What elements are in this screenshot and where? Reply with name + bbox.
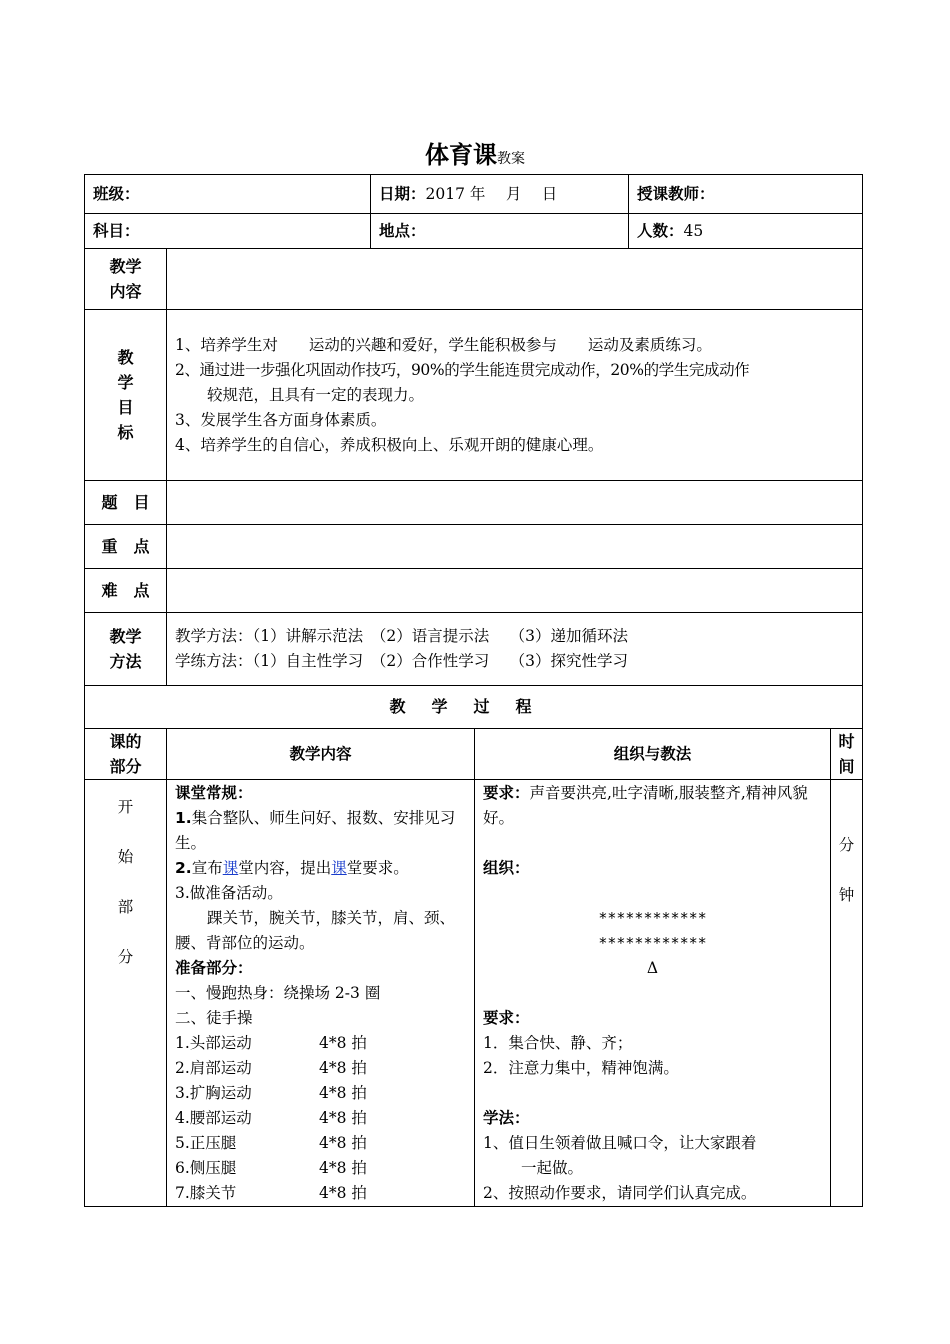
difficulty-value [167,569,863,613]
objectives-label: 教 学 目 标 [85,310,167,481]
teacher-cell [629,175,863,214]
start-part-org [475,780,831,1207]
objective-line: 1、培养学生对 运动的兴趣和爱好，学生能积极参与 运动及素质练习。 [175,335,712,354]
lesson-plan-table [84,174,863,729]
exercise-item: 6.侧压腿 4*8 拍 [175,1159,367,1177]
objective-line: 3、发展学生各方面身体素质。 [175,410,387,429]
course-link[interactable]: 课 [331,859,347,877]
count-value: 45 [683,222,704,240]
subject-cell [85,214,371,249]
content-header: 教学内容 [167,729,475,780]
requirement-item: 2．注意力集中，精神饱满。 [483,1059,679,1077]
jog-item: 一、慢跑热身：绕操场 2-3 圈 [175,984,381,1002]
exercise-item: 7.膝关节 4*8 拍 [175,1184,367,1202]
study-item: 一起做。 [521,1159,584,1177]
objective-line: 较规范，且具有一定的表现力。 [207,385,425,404]
place-cell [371,214,629,249]
objective-line: 2、通过进一步强化巩固动作技巧，90%的学生能连贯完成动作，20%的学生完成动作 [175,360,750,379]
org-label: 组织： [483,859,530,877]
teaching-methods: 教学方法：（1）讲解示范法 （2）语言提示法 （3）递加循环法 [175,627,629,645]
requirement-label: 要求： [483,1009,530,1027]
exercise-item: 1.头部运动 4*8 拍 [175,1034,367,1052]
class-cell [85,175,371,214]
prep-title: 准备部分： [175,959,253,977]
freehand-item: 二、徒手操 [175,1009,253,1027]
date-cell [371,175,629,214]
key-point-label: 重 点 [85,525,167,569]
routine-item: 1.集合整队、师生问好、报数、安排见习生。 [175,809,456,852]
learning-methods: 学练方法：（1）自主性学习 （2）合作性学习 （3）探究性学习 [175,652,629,670]
course-link[interactable]: 课 [222,859,239,877]
topic-label: 题 目 [85,481,167,525]
study-item: 2、按照动作要求，请同学们认真完成。 [483,1184,757,1202]
time-header: 时 间 [831,729,863,780]
key-point-value [167,525,863,569]
routine-item: 2.宣布课堂内容，提出课堂要求。 [175,859,409,877]
date-value: 2017 年 月 日 [425,185,558,203]
requirement: 要求：声音要洪亮,吐字清晰,服装整齐,精神风貌好。 [483,784,808,827]
formation-row: ************ [598,909,707,927]
routine-item: 3.做准备活动。 [175,884,283,902]
topic-value [167,481,863,525]
subject-label: 科目： [93,222,140,240]
teacher-label: 授课教师： [637,185,715,203]
content-value [167,249,863,310]
place-label: 地点： [379,222,426,240]
formation-row: ************ [598,934,707,952]
methods-label: 教学 方法 [85,613,167,686]
teacher-position: Δ [646,959,659,977]
process-table [84,728,863,1207]
org-header: 组织与教法 [475,729,831,780]
exercise-item: 4.腰部运动 4*8 拍 [175,1109,367,1127]
routine-detail: 踝关节，腕关节，膝关节，肩、颈、腰、背部位的运动。 [175,909,456,952]
exercise-item: 2.肩部运动 4*8 拍 [175,1059,367,1077]
content-label: 教学 内容 [85,249,167,310]
count-cell [629,214,863,249]
start-part-label: 开 始 部 分 [85,780,167,1207]
start-part-time: 分 钟 [831,780,863,1207]
exercise-item: 3.扩胸运动 4*8 拍 [175,1084,367,1102]
study-item: 1、值日生领着做且喊口令，让大家跟着 [483,1134,757,1152]
routine-title: 课堂常规： [175,784,253,802]
page-title [0,135,950,170]
difficulty-label: 难 点 [85,569,167,613]
date-label: 日期： [379,185,426,203]
start-part-content [167,780,475,1207]
methods-value [167,613,863,686]
objective-line: 4、培养学生的自信心，养成积极向上、乐观开朗的健康心理。 [175,435,604,454]
title-main: 体育课 [425,141,497,169]
study-label: 学法： [483,1109,530,1127]
count-label: 人数： [637,222,684,240]
exercise-item: 5.正压腿 4*8 拍 [175,1134,367,1152]
objectives-value [167,310,863,481]
class-label: 班级： [93,185,140,203]
requirement-item: 1．集合快、静、齐； [483,1034,633,1052]
part-header: 课的 部分 [85,729,167,780]
title-sub: 教案 [497,151,525,167]
process-title: 教学过程 [85,686,863,729]
